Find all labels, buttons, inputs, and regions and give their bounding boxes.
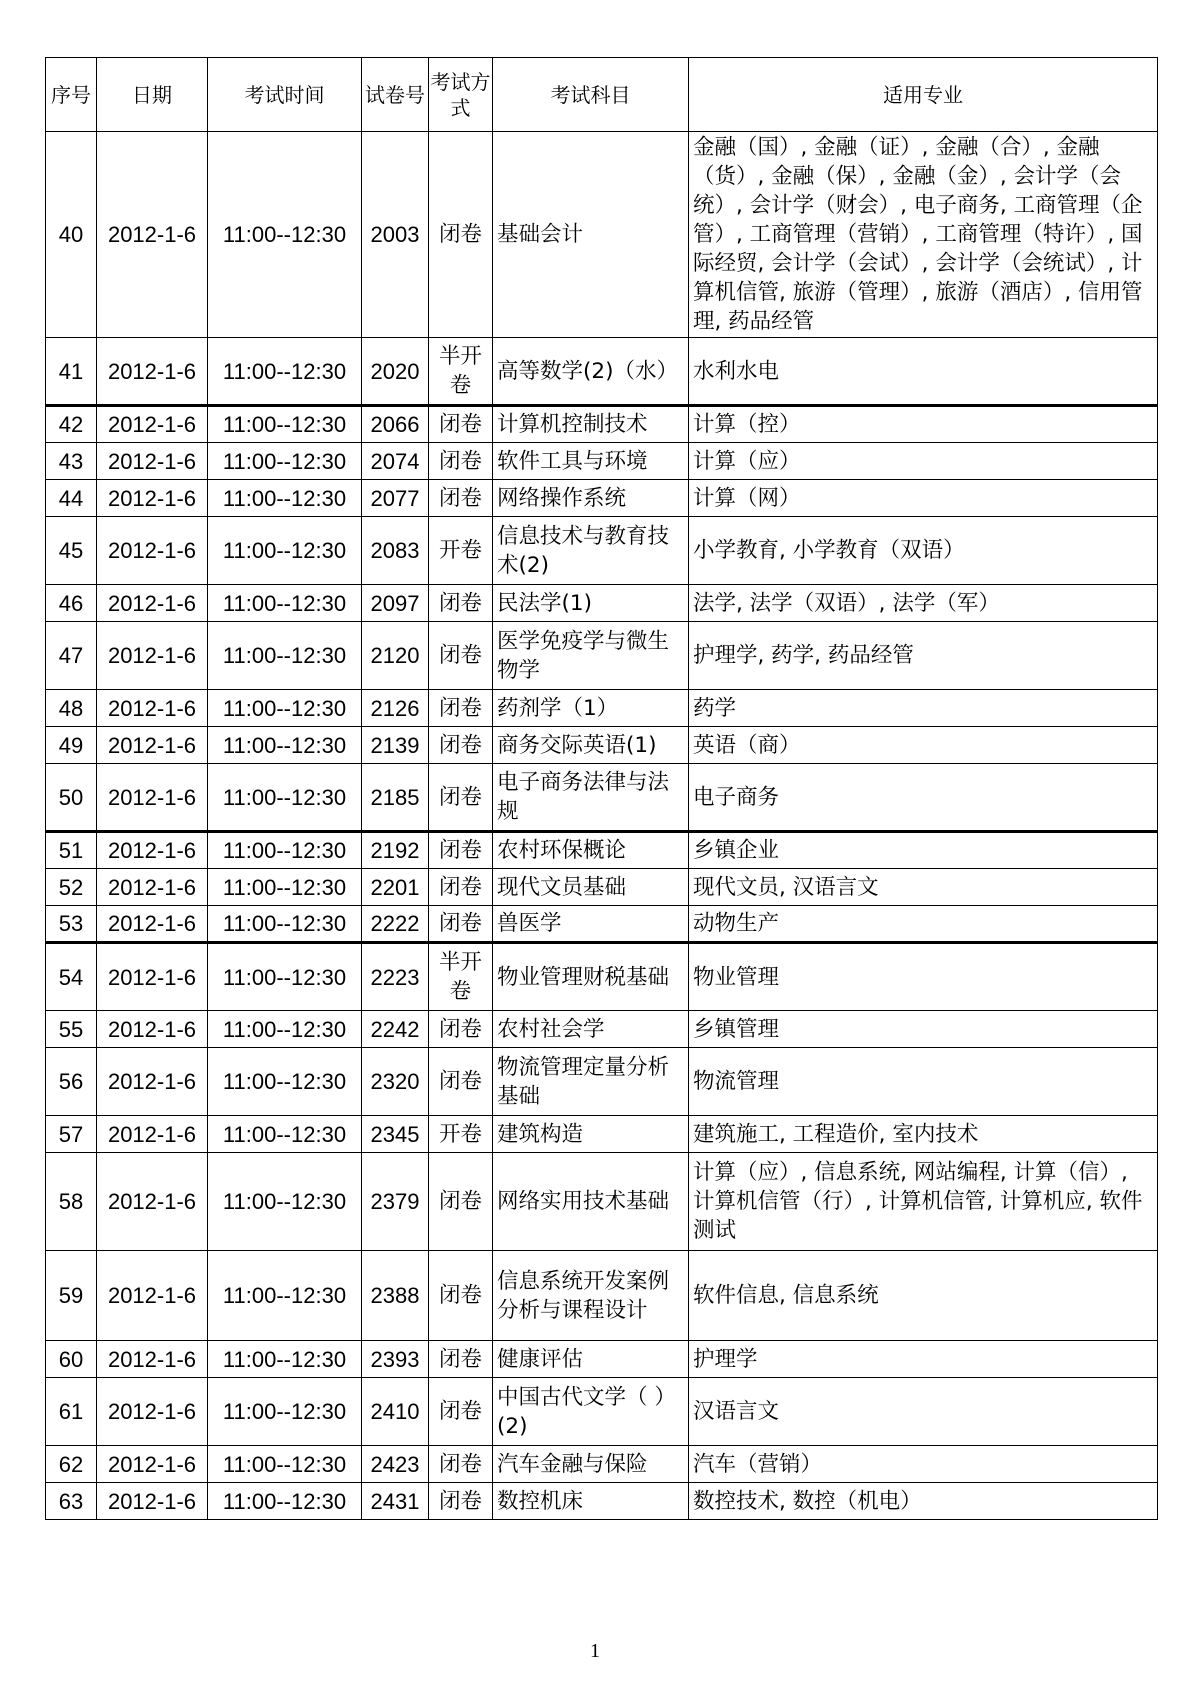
exam-date: 2012-1-6 — [97, 622, 208, 690]
exam-time: 11:00--12:30 — [208, 727, 362, 764]
applicable-major: 法学, 法学（双语）, 法学（军） — [689, 585, 1158, 622]
applicable-major: 物流管理 — [689, 1048, 1158, 1116]
row-no: 45 — [46, 517, 97, 585]
header-exam-mode: 考试方式 — [429, 58, 493, 132]
header-row — [46, 58, 1158, 132]
subject: 信息系统开发案例分析与课程设计 — [493, 1251, 689, 1341]
applicable-major: 数控技术, 数控（机电） — [689, 1483, 1158, 1520]
table-row — [46, 132, 1158, 338]
table-row — [46, 338, 1158, 406]
subject: 商务交际英语(1) — [493, 727, 689, 764]
row-no: 49 — [46, 727, 97, 764]
table-row — [46, 406, 1158, 443]
header-subject: 考试科目 — [493, 58, 689, 132]
table-row — [46, 1483, 1158, 1520]
paper-no: 2379 — [362, 1153, 429, 1251]
exam-date: 2012-1-6 — [97, 406, 208, 443]
exam-date: 2012-1-6 — [97, 1116, 208, 1153]
row-no: 46 — [46, 585, 97, 622]
applicable-major: 汽车（营销） — [689, 1446, 1158, 1483]
subject: 中国古代文学（ ）(2) — [493, 1378, 689, 1446]
applicable-major: 软件信息, 信息系统 — [689, 1251, 1158, 1341]
exam-date: 2012-1-6 — [97, 764, 208, 832]
table-body — [46, 132, 1158, 1520]
subject: 汽车金融与保险 — [493, 1446, 689, 1483]
row-no: 63 — [46, 1483, 97, 1520]
subject: 现代文员基础 — [493, 869, 689, 906]
exam-time: 11:00--12:30 — [208, 690, 362, 727]
exam-date: 2012-1-6 — [97, 443, 208, 480]
table-row — [46, 622, 1158, 690]
applicable-major: 现代文员, 汉语言文 — [689, 869, 1158, 906]
subject: 民法学(1) — [493, 585, 689, 622]
exam-date: 2012-1-6 — [97, 1153, 208, 1251]
subject: 物业管理财税基础 — [493, 943, 689, 1011]
exam-date: 2012-1-6 — [97, 906, 208, 943]
table-row — [46, 1251, 1158, 1341]
subject: 医学免疫学与微生物学 — [493, 622, 689, 690]
row-no: 43 — [46, 443, 97, 480]
table-row — [46, 906, 1158, 943]
applicable-major: 乡镇企业 — [689, 832, 1158, 869]
exam-mode: 闭卷 — [429, 406, 493, 443]
table-row — [46, 1446, 1158, 1483]
row-no: 53 — [46, 906, 97, 943]
paper-no: 2431 — [362, 1483, 429, 1520]
exam-mode: 闭卷 — [429, 1341, 493, 1378]
subject: 网络实用技术基础 — [493, 1153, 689, 1251]
exam-mode: 闭卷 — [429, 727, 493, 764]
exam-mode: 开卷 — [429, 517, 493, 585]
exam-mode: 闭卷 — [429, 1483, 493, 1520]
applicable-major: 汉语言文 — [689, 1378, 1158, 1446]
header-major: 适用专业 — [689, 58, 1158, 132]
row-no: 62 — [46, 1446, 97, 1483]
exam-date: 2012-1-6 — [97, 832, 208, 869]
exam-mode: 闭卷 — [429, 690, 493, 727]
exam-time: 11:00--12:30 — [208, 338, 362, 406]
subject: 建筑构造 — [493, 1116, 689, 1153]
exam-time: 11:00--12:30 — [208, 132, 362, 338]
table-row — [46, 690, 1158, 727]
applicable-major: 药学 — [689, 690, 1158, 727]
exam-date: 2012-1-6 — [97, 480, 208, 517]
applicable-major: 金融（国）, 金融（证）, 金融（合）, 金融（货）, 金融（保）, 金融（金）, 会计学（会统）, 会计学（财会）, 电子商务, 工商管理（企管）, 工商管理（营销）, 工商管理（特许）, 国际经贸, 会计学（会试）, 会计学（会统试）, 计算机信管, 旅游（管理）, 旅游（酒店）, 信用管理, 药品经管 — [689, 132, 1158, 338]
paper-no: 2410 — [362, 1378, 429, 1446]
subject: 健康评估 — [493, 1341, 689, 1378]
table-row — [46, 1378, 1158, 1446]
applicable-major: 小学教育, 小学教育（双语） — [689, 517, 1158, 585]
exam-time: 11:00--12:30 — [208, 943, 362, 1011]
paper-no: 2320 — [362, 1048, 429, 1116]
exam-date: 2012-1-6 — [97, 1251, 208, 1341]
exam-mode: 闭卷 — [429, 443, 493, 480]
header-date: 日期 — [97, 58, 208, 132]
exam-date: 2012-1-6 — [97, 1483, 208, 1520]
exam-schedule-table — [45, 57, 1158, 1520]
row-no: 59 — [46, 1251, 97, 1341]
table-row — [46, 832, 1158, 869]
exam-mode: 半开卷 — [429, 338, 493, 406]
table-row — [46, 585, 1158, 622]
paper-no: 2020 — [362, 338, 429, 406]
subject: 数控机床 — [493, 1483, 689, 1520]
row-no: 61 — [46, 1378, 97, 1446]
exam-date: 2012-1-6 — [97, 132, 208, 338]
exam-mode: 闭卷 — [429, 1048, 493, 1116]
exam-time: 11:00--12:30 — [208, 832, 362, 869]
table-row — [46, 1011, 1158, 1048]
exam-date: 2012-1-6 — [97, 869, 208, 906]
exam-time: 11:00--12:30 — [208, 585, 362, 622]
applicable-major: 乡镇管理 — [689, 1011, 1158, 1048]
exam-time: 11:00--12:30 — [208, 1251, 362, 1341]
subject: 网络操作系统 — [493, 480, 689, 517]
paper-no: 2185 — [362, 764, 429, 832]
exam-mode: 闭卷 — [429, 869, 493, 906]
exam-time: 11:00--12:30 — [208, 1153, 362, 1251]
subject: 信息技术与教育技术(2) — [493, 517, 689, 585]
exam-mode: 闭卷 — [429, 906, 493, 943]
row-no: 58 — [46, 1153, 97, 1251]
table-row — [46, 1153, 1158, 1251]
exam-mode: 闭卷 — [429, 1011, 493, 1048]
table-row — [46, 1116, 1158, 1153]
paper-no: 2120 — [362, 622, 429, 690]
paper-no: 2393 — [362, 1341, 429, 1378]
applicable-major: 水利水电 — [689, 338, 1158, 406]
subject: 农村环保概论 — [493, 832, 689, 869]
row-no: 54 — [46, 943, 97, 1011]
subject: 电子商务法律与法规 — [493, 764, 689, 832]
paper-no: 2083 — [362, 517, 429, 585]
exam-date: 2012-1-6 — [97, 338, 208, 406]
exam-time: 11:00--12:30 — [208, 480, 362, 517]
table-row — [46, 480, 1158, 517]
row-no: 44 — [46, 480, 97, 517]
exam-time: 11:00--12:30 — [208, 517, 362, 585]
exam-time: 11:00--12:30 — [208, 906, 362, 943]
row-no: 42 — [46, 406, 97, 443]
subject: 基础会计 — [493, 132, 689, 338]
exam-mode: 闭卷 — [429, 585, 493, 622]
applicable-major: 护理学, 药学, 药品经管 — [689, 622, 1158, 690]
subject: 兽医学 — [493, 906, 689, 943]
table-row — [46, 727, 1158, 764]
applicable-major: 建筑施工, 工程造价, 室内技术 — [689, 1116, 1158, 1153]
exam-time: 11:00--12:30 — [208, 1048, 362, 1116]
exam-time: 11:00--12:30 — [208, 869, 362, 906]
applicable-major: 英语（商） — [689, 727, 1158, 764]
header-no: 序号 — [46, 58, 97, 132]
row-no: 55 — [46, 1011, 97, 1048]
exam-date: 2012-1-6 — [97, 727, 208, 764]
exam-mode: 开卷 — [429, 1116, 493, 1153]
row-no: 47 — [46, 622, 97, 690]
subject: 软件工具与环境 — [493, 443, 689, 480]
applicable-major: 计算（应）, 信息系统, 网站编程, 计算（信）, 计算机信管（行）, 计算机信管, 计算机应, 软件测试 — [689, 1153, 1158, 1251]
table-row — [46, 764, 1158, 832]
exam-date: 2012-1-6 — [97, 585, 208, 622]
applicable-major: 计算（控） — [689, 406, 1158, 443]
exam-mode: 闭卷 — [429, 1251, 493, 1341]
exam-date: 2012-1-6 — [97, 1048, 208, 1116]
exam-time: 11:00--12:30 — [208, 406, 362, 443]
exam-mode: 闭卷 — [429, 764, 493, 832]
paper-no: 2423 — [362, 1446, 429, 1483]
table-row — [46, 443, 1158, 480]
subject: 计算机控制技术 — [493, 406, 689, 443]
paper-no: 2345 — [362, 1116, 429, 1153]
exam-time: 11:00--12:30 — [208, 1378, 362, 1446]
exam-date: 2012-1-6 — [97, 1446, 208, 1483]
exam-date: 2012-1-6 — [97, 1378, 208, 1446]
exam-time: 11:00--12:30 — [208, 764, 362, 832]
page-number: 1 — [590, 1640, 600, 1662]
applicable-major: 计算（应） — [689, 443, 1158, 480]
header-time: 考试时间 — [208, 58, 362, 132]
applicable-major: 物业管理 — [689, 943, 1158, 1011]
paper-no: 2066 — [362, 406, 429, 443]
paper-no: 2223 — [362, 943, 429, 1011]
exam-mode: 闭卷 — [429, 1153, 493, 1251]
subject: 物流管理定量分析基础 — [493, 1048, 689, 1116]
paper-no: 2242 — [362, 1011, 429, 1048]
row-no: 60 — [46, 1341, 97, 1378]
paper-no: 2074 — [362, 443, 429, 480]
row-no: 48 — [46, 690, 97, 727]
paper-no: 2097 — [362, 585, 429, 622]
exam-time: 11:00--12:30 — [208, 1116, 362, 1153]
row-no: 50 — [46, 764, 97, 832]
paper-no: 2003 — [362, 132, 429, 338]
exam-time: 11:00--12:30 — [208, 1341, 362, 1378]
row-no: 56 — [46, 1048, 97, 1116]
applicable-major: 电子商务 — [689, 764, 1158, 832]
row-no: 57 — [46, 1116, 97, 1153]
exam-date: 2012-1-6 — [97, 943, 208, 1011]
subject: 高等数学(2)（水） — [493, 338, 689, 406]
exam-date: 2012-1-6 — [97, 517, 208, 585]
exam-schedule — [45, 57, 1157, 1520]
exam-date: 2012-1-6 — [97, 690, 208, 727]
exam-mode: 闭卷 — [429, 1446, 493, 1483]
exam-time: 11:00--12:30 — [208, 1446, 362, 1483]
table-row — [46, 869, 1158, 906]
exam-mode: 闭卷 — [429, 132, 493, 338]
exam-date: 2012-1-6 — [97, 1011, 208, 1048]
paper-no: 2192 — [362, 832, 429, 869]
subject: 药剂学（1） — [493, 690, 689, 727]
exam-time: 11:00--12:30 — [208, 1483, 362, 1520]
exam-mode: 闭卷 — [429, 480, 493, 517]
exam-time: 11:00--12:30 — [208, 622, 362, 690]
table-row — [46, 943, 1158, 1011]
subject: 农村社会学 — [493, 1011, 689, 1048]
table-row — [46, 1048, 1158, 1116]
paper-no: 2388 — [362, 1251, 429, 1341]
row-no: 51 — [46, 832, 97, 869]
applicable-major: 计算（网） — [689, 480, 1158, 517]
paper-no: 2201 — [362, 869, 429, 906]
table-row — [46, 517, 1158, 585]
exam-date: 2012-1-6 — [97, 1341, 208, 1378]
paper-no: 2222 — [362, 906, 429, 943]
exam-mode: 闭卷 — [429, 622, 493, 690]
exam-mode: 闭卷 — [429, 832, 493, 869]
paper-no: 2126 — [362, 690, 429, 727]
applicable-major: 护理学 — [689, 1341, 1158, 1378]
row-no: 40 — [46, 132, 97, 338]
row-no: 52 — [46, 869, 97, 906]
applicable-major: 动物生产 — [689, 906, 1158, 943]
exam-mode: 闭卷 — [429, 1378, 493, 1446]
exam-time: 11:00--12:30 — [208, 443, 362, 480]
paper-no: 2139 — [362, 727, 429, 764]
row-no: 41 — [46, 338, 97, 406]
table-row — [46, 1341, 1158, 1378]
paper-no: 2077 — [362, 480, 429, 517]
exam-time: 11:00--12:30 — [208, 1011, 362, 1048]
header-paper-no: 试卷号 — [362, 58, 429, 132]
exam-mode: 半开卷 — [429, 943, 493, 1011]
